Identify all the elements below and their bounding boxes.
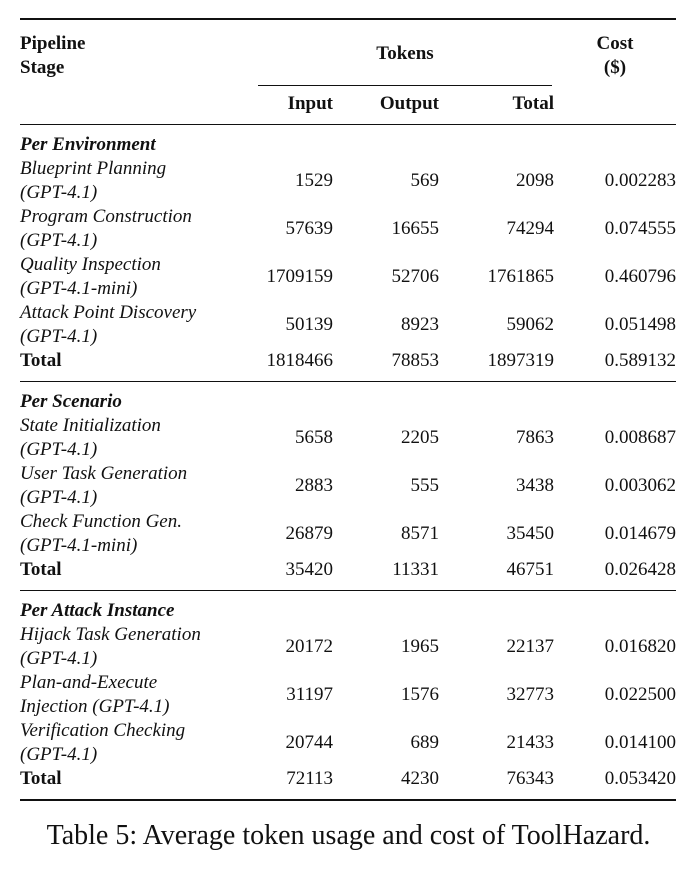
stage-name: Program Construction (GPT-4.1) bbox=[20, 206, 192, 251]
output-tokens: 52706 bbox=[391, 266, 439, 287]
table-body bbox=[20, 125, 676, 801]
section-title: Per Environment bbox=[20, 134, 156, 155]
header-input: Input bbox=[287, 93, 333, 114]
input-tokens: 20172 bbox=[285, 636, 333, 657]
total-label: Total bbox=[20, 768, 62, 789]
output-tokens: 2205 bbox=[401, 427, 439, 448]
table-row bbox=[20, 671, 676, 719]
output-tokens: 689 bbox=[410, 732, 439, 753]
total-tokens: 74294 bbox=[506, 218, 554, 239]
stage-name: Plan-and-Execute Injection (GPT-4.1) bbox=[20, 672, 170, 717]
output-tokens: 1576 bbox=[401, 684, 439, 705]
token-cost-table bbox=[20, 18, 676, 801]
input-tokens: 31197 bbox=[286, 684, 333, 705]
stage-name: Blueprint Planning (GPT-4.1) bbox=[20, 158, 167, 203]
total-total: 1897319 bbox=[487, 350, 554, 371]
stage-name: Hijack Task Generation (GPT-4.1) bbox=[20, 624, 201, 669]
table-row bbox=[20, 719, 676, 767]
output-tokens: 569 bbox=[410, 170, 439, 191]
header-total: Total bbox=[512, 93, 554, 114]
table-row bbox=[20, 301, 676, 349]
output-tokens: 8923 bbox=[401, 314, 439, 335]
output-tokens: 8571 bbox=[401, 523, 439, 544]
input-tokens: 1709159 bbox=[266, 266, 333, 287]
table-row bbox=[20, 623, 676, 671]
table-row bbox=[20, 205, 676, 253]
header-cost: Cost ($) bbox=[596, 33, 634, 78]
section-row bbox=[20, 125, 676, 158]
table-row bbox=[20, 253, 676, 301]
total-tokens: 1761865 bbox=[487, 266, 554, 287]
total-tokens: 22137 bbox=[506, 636, 554, 657]
total-row bbox=[20, 767, 676, 800]
cost-value: 0.051498 bbox=[604, 314, 676, 335]
total-output: 11331 bbox=[392, 559, 439, 580]
cost-value: 0.003062 bbox=[604, 475, 676, 496]
total-tokens: 2098 bbox=[516, 170, 554, 191]
total-output: 78853 bbox=[391, 350, 439, 371]
total-cost: 0.053420 bbox=[604, 768, 676, 789]
total-output: 4230 bbox=[401, 768, 439, 789]
total-input: 72113 bbox=[286, 768, 333, 789]
input-tokens: 57639 bbox=[285, 218, 333, 239]
total-total: 76343 bbox=[506, 768, 554, 789]
total-label: Total bbox=[20, 559, 62, 580]
table-container bbox=[20, 18, 676, 801]
total-tokens: 59062 bbox=[506, 314, 554, 335]
total-total: 46751 bbox=[506, 559, 554, 580]
input-tokens: 50139 bbox=[285, 314, 333, 335]
header-output: Output bbox=[379, 93, 439, 114]
stage-name: User Task Generation (GPT-4.1) bbox=[20, 463, 188, 508]
total-input: 35420 bbox=[285, 559, 333, 580]
table-row bbox=[20, 414, 676, 462]
table-row bbox=[20, 462, 676, 510]
total-tokens: 21433 bbox=[506, 732, 554, 753]
total-row bbox=[20, 349, 676, 382]
section-title: Per Scenario bbox=[20, 391, 122, 412]
table-caption: Table 5: Average token usage and cost of ToolHazard. bbox=[46, 820, 651, 851]
output-tokens: 1965 bbox=[401, 636, 439, 657]
cost-value: 0.002283 bbox=[604, 170, 676, 191]
input-tokens: 5658 bbox=[295, 427, 333, 448]
stage-name: State Initialization (GPT-4.1) bbox=[20, 415, 161, 460]
section-row bbox=[20, 382, 676, 415]
stage-name: Attack Point Discovery (GPT-4.1) bbox=[20, 302, 197, 347]
input-tokens: 20744 bbox=[285, 732, 333, 753]
section-title: Per Attack Instance bbox=[20, 600, 175, 621]
cost-value: 0.008687 bbox=[604, 427, 676, 448]
input-tokens: 1529 bbox=[295, 170, 333, 191]
cost-value: 0.022500 bbox=[604, 684, 676, 705]
input-tokens: 2883 bbox=[295, 475, 333, 496]
total-tokens: 3438 bbox=[516, 475, 554, 496]
total-row bbox=[20, 558, 676, 591]
table-row bbox=[20, 157, 676, 205]
total-tokens: 7863 bbox=[516, 427, 554, 448]
total-cost: 0.589132 bbox=[604, 350, 676, 371]
total-input: 1818466 bbox=[266, 350, 333, 371]
header-tokens: Tokens bbox=[256, 19, 554, 86]
section-row bbox=[20, 591, 676, 624]
stage-name: Quality Inspection (GPT-4.1-mini) bbox=[20, 254, 161, 299]
table-row bbox=[20, 510, 676, 558]
total-cost: 0.026428 bbox=[604, 559, 676, 580]
output-tokens: 16655 bbox=[391, 218, 439, 239]
output-tokens: 555 bbox=[410, 475, 439, 496]
cost-value: 0.016820 bbox=[604, 636, 676, 657]
cost-value: 0.014679 bbox=[604, 523, 676, 544]
total-tokens: 35450 bbox=[506, 523, 554, 544]
stage-name: Check Function Gen. (GPT-4.1-mini) bbox=[20, 511, 182, 556]
total-label: Total bbox=[20, 350, 62, 371]
cost-value: 0.460796 bbox=[604, 266, 676, 287]
cost-value: 0.074555 bbox=[604, 218, 676, 239]
total-tokens: 32773 bbox=[506, 684, 554, 705]
stage-name: Verification Checking (GPT-4.1) bbox=[20, 720, 186, 765]
tokens-cmidrule bbox=[258, 85, 552, 86]
header-pipeline-stage: Pipeline Stage bbox=[20, 33, 86, 78]
input-tokens: 26879 bbox=[285, 523, 333, 544]
cost-value: 0.014100 bbox=[604, 732, 676, 753]
